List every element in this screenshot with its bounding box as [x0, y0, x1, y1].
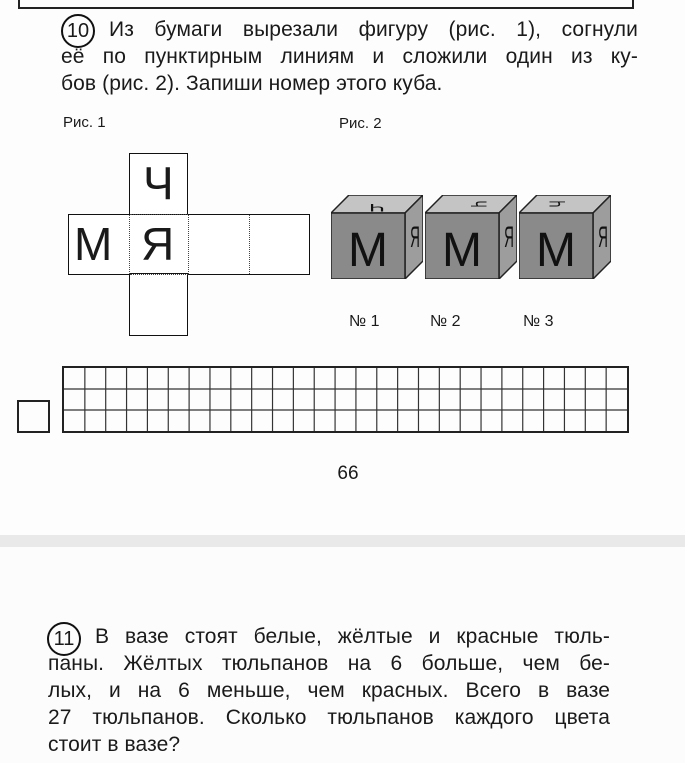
- task-11-text-cont: [48, 650, 610, 758]
- task-11-number: 11: [47, 622, 81, 656]
- task-10-line-3: бов (рис. 2). Запиши номер этого куба.: [61, 72, 443, 95]
- task-11-text: [95, 623, 610, 650]
- net-letter-left: М: [74, 218, 113, 270]
- page-67: [0, 547, 685, 763]
- previous-answer-box: [18, 0, 634, 9]
- task-10-text-cont: [61, 43, 638, 97]
- answer-box[interactable]: [17, 400, 50, 433]
- task-11-line-1: В вазе стоят белые, жёлтые и красные тюль-: [95, 625, 610, 648]
- cube-top-letter: Ч: [465, 200, 491, 208]
- fold-line: [130, 214, 188, 215]
- task-11-line-3: лых, и на 6 меньше, чем красных. Всего в вазе: [48, 679, 610, 702]
- task-10-number: 10: [61, 14, 95, 48]
- page-divider: [0, 535, 685, 547]
- fold-line: [188, 215, 189, 274]
- cube-2[interactable]: [425, 195, 517, 279]
- task-11-line-5: стоит в вазе?: [48, 733, 181, 756]
- cube-2-label: № 2: [430, 313, 461, 330]
- fold-line: [130, 274, 188, 275]
- cube-1-label: № 1: [349, 313, 380, 330]
- net-face-bottom: [129, 273, 188, 336]
- cube-3[interactable]: [519, 195, 611, 279]
- task-11-line-2: паны. Жёлтых тюльпанов на 6 больше, чем бе-: [48, 652, 610, 675]
- task-10-line-2: её по пунктирным линиям и сложили один из ку-: [61, 45, 638, 68]
- fold-line: [129, 215, 130, 274]
- task-10-text: [109, 16, 638, 43]
- cube-side-letter: Я: [410, 219, 420, 254]
- cube-front-letter: М: [536, 224, 576, 277]
- cube-3-label: № 3: [523, 313, 554, 330]
- task-10-line-1: Из бумаги вырезали фигуру (рис. 1), согнули: [109, 18, 638, 41]
- cube-front-letter: М: [348, 224, 388, 277]
- figure-2-label: Рис. 2: [339, 115, 382, 132]
- cube-top-letter: Ч: [545, 200, 571, 208]
- answer-grid[interactable]: [62, 366, 629, 433]
- cube-front-letter: М: [442, 224, 482, 277]
- net-letter-top: Ч: [143, 157, 174, 209]
- cube-side-letter: Я: [504, 219, 514, 254]
- task-11-line-4: 27 тюльпанов. Сколько тюльпанов каждого цвета: [48, 706, 610, 729]
- page-number: 66: [337, 463, 359, 484]
- net-letter-center: Я: [141, 218, 175, 270]
- cube-1[interactable]: [331, 195, 423, 279]
- cube-side-letter: Я: [598, 219, 608, 254]
- fold-line: [249, 215, 250, 274]
- cube-top-letter: Ч: [369, 201, 385, 214]
- figure-1-label: Рис. 1: [63, 114, 106, 131]
